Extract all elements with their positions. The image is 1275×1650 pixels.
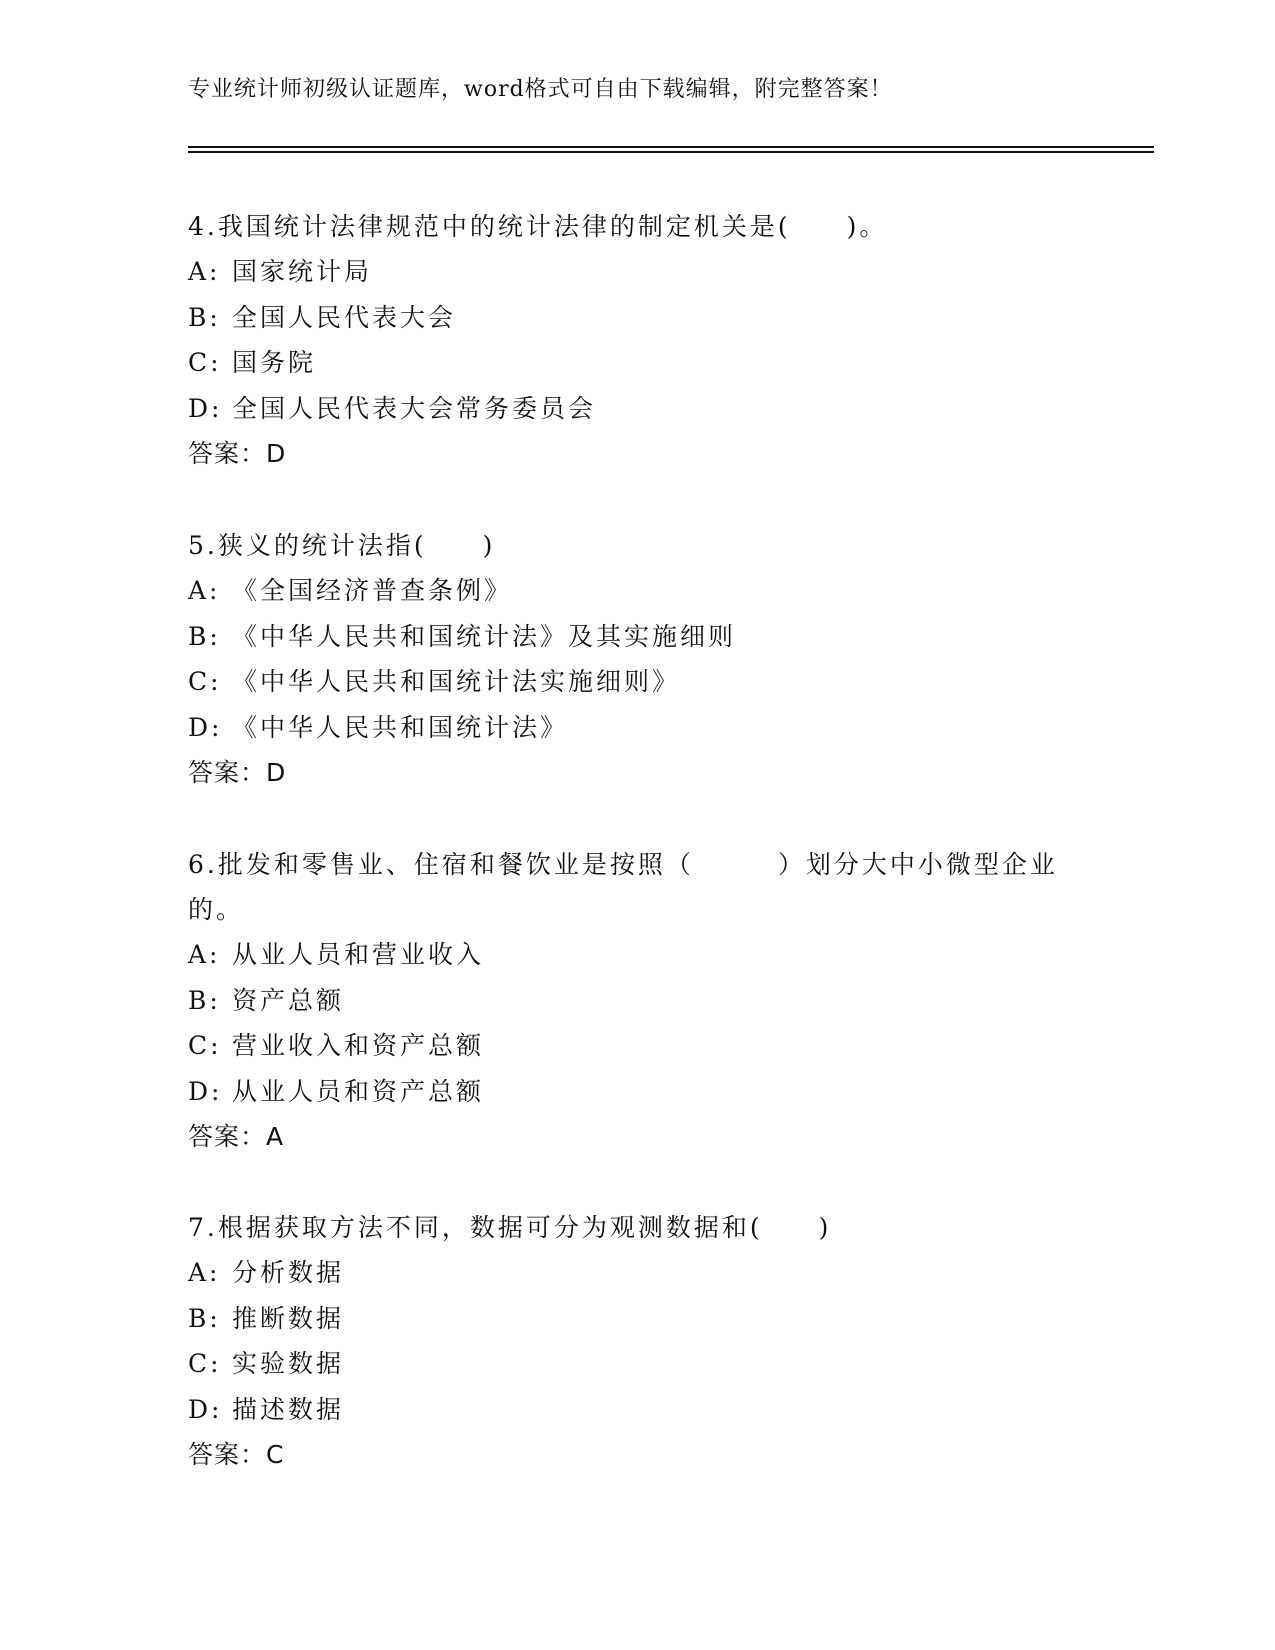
option-text: 从业人员和资产总额 xyxy=(232,1076,485,1106)
option-c xyxy=(188,659,1068,705)
option-letter: A: xyxy=(188,940,221,969)
option-text: 《中华人民共和国统计法》 xyxy=(232,712,569,742)
option-letter: D: xyxy=(188,1394,223,1424)
question-6 xyxy=(188,842,1068,1159)
option-letter: D: xyxy=(188,712,223,742)
page-header-text: 专业统计师初级认证题库，word格式可自由下载编辑，附完整答案！ xyxy=(188,77,893,102)
option-text: 资产总额 xyxy=(232,985,345,1015)
option-letter: B: xyxy=(188,302,221,332)
option-letter: B: xyxy=(188,985,221,1015)
option-text: 实验数据 xyxy=(232,1349,345,1378)
answer-line: 答案：C xyxy=(188,1440,285,1469)
option-text: 《全国经济普查条例》 xyxy=(232,576,513,605)
option-b xyxy=(188,1296,1068,1342)
option-letter: A: xyxy=(188,576,221,605)
option-text: 全国人民代表大会常务委员会 xyxy=(232,393,597,423)
question-stem: 6.批发和零售业、住宿和餐饮业是按照（ ）划分大中小微型企业的。 xyxy=(188,850,1058,924)
option-letter: B: xyxy=(188,621,221,651)
option-text: 国务院 xyxy=(232,348,317,377)
answer-line: 答案：D xyxy=(188,439,287,468)
header-divider xyxy=(188,146,1154,153)
option-text: 《中华人民共和国统计法》及其实施细则 xyxy=(232,621,737,651)
option-letter: C: xyxy=(188,1349,222,1378)
option-letter: C: xyxy=(188,348,222,377)
option-d xyxy=(188,705,1068,751)
option-d xyxy=(188,1069,1068,1115)
option-text: 描述数据 xyxy=(232,1394,345,1424)
option-letter: A: xyxy=(188,257,221,286)
option-text: 《中华人民共和国统计法实施细则》 xyxy=(232,667,681,696)
option-c xyxy=(188,340,1068,386)
question-7 xyxy=(188,1205,1068,1477)
option-a xyxy=(188,568,1068,614)
option-c xyxy=(188,1341,1068,1387)
option-b xyxy=(188,978,1068,1024)
answer-line: 答案：A xyxy=(188,1122,285,1151)
option-a xyxy=(188,249,1068,295)
question-stem: 7.根据获取方法不同，数据可分为观测数据和( ) xyxy=(188,1213,832,1242)
option-d xyxy=(188,1387,1068,1433)
option-text: 国家统计局 xyxy=(232,257,373,286)
option-text: 从业人员和营业收入 xyxy=(232,940,485,969)
option-b xyxy=(188,295,1068,341)
option-letter: D: xyxy=(188,393,223,423)
option-letter: C: xyxy=(188,667,222,696)
answer-line: 答案：D xyxy=(188,758,287,787)
option-letter: D: xyxy=(188,1076,223,1106)
option-text: 营业收入和资产总额 xyxy=(232,1031,485,1060)
option-a xyxy=(188,932,1068,978)
option-d xyxy=(188,386,1068,432)
option-text: 推断数据 xyxy=(232,1303,345,1333)
option-text: 全国人民代表大会 xyxy=(232,302,457,332)
option-c xyxy=(188,1023,1068,1069)
question-stem: 5.狭义的统计法指( ) xyxy=(188,531,496,560)
option-text: 分析数据 xyxy=(232,1258,345,1287)
option-b xyxy=(188,614,1068,660)
option-letter: B: xyxy=(188,1303,221,1333)
option-letter: C: xyxy=(188,1031,222,1060)
question-stem: 4.我国统计法律规范中的统计法律的制定机关是( )。 xyxy=(188,212,888,241)
question-5 xyxy=(188,523,1068,795)
option-letter: A: xyxy=(188,1258,221,1287)
option-a xyxy=(188,1250,1068,1296)
question-4 xyxy=(188,204,1068,476)
